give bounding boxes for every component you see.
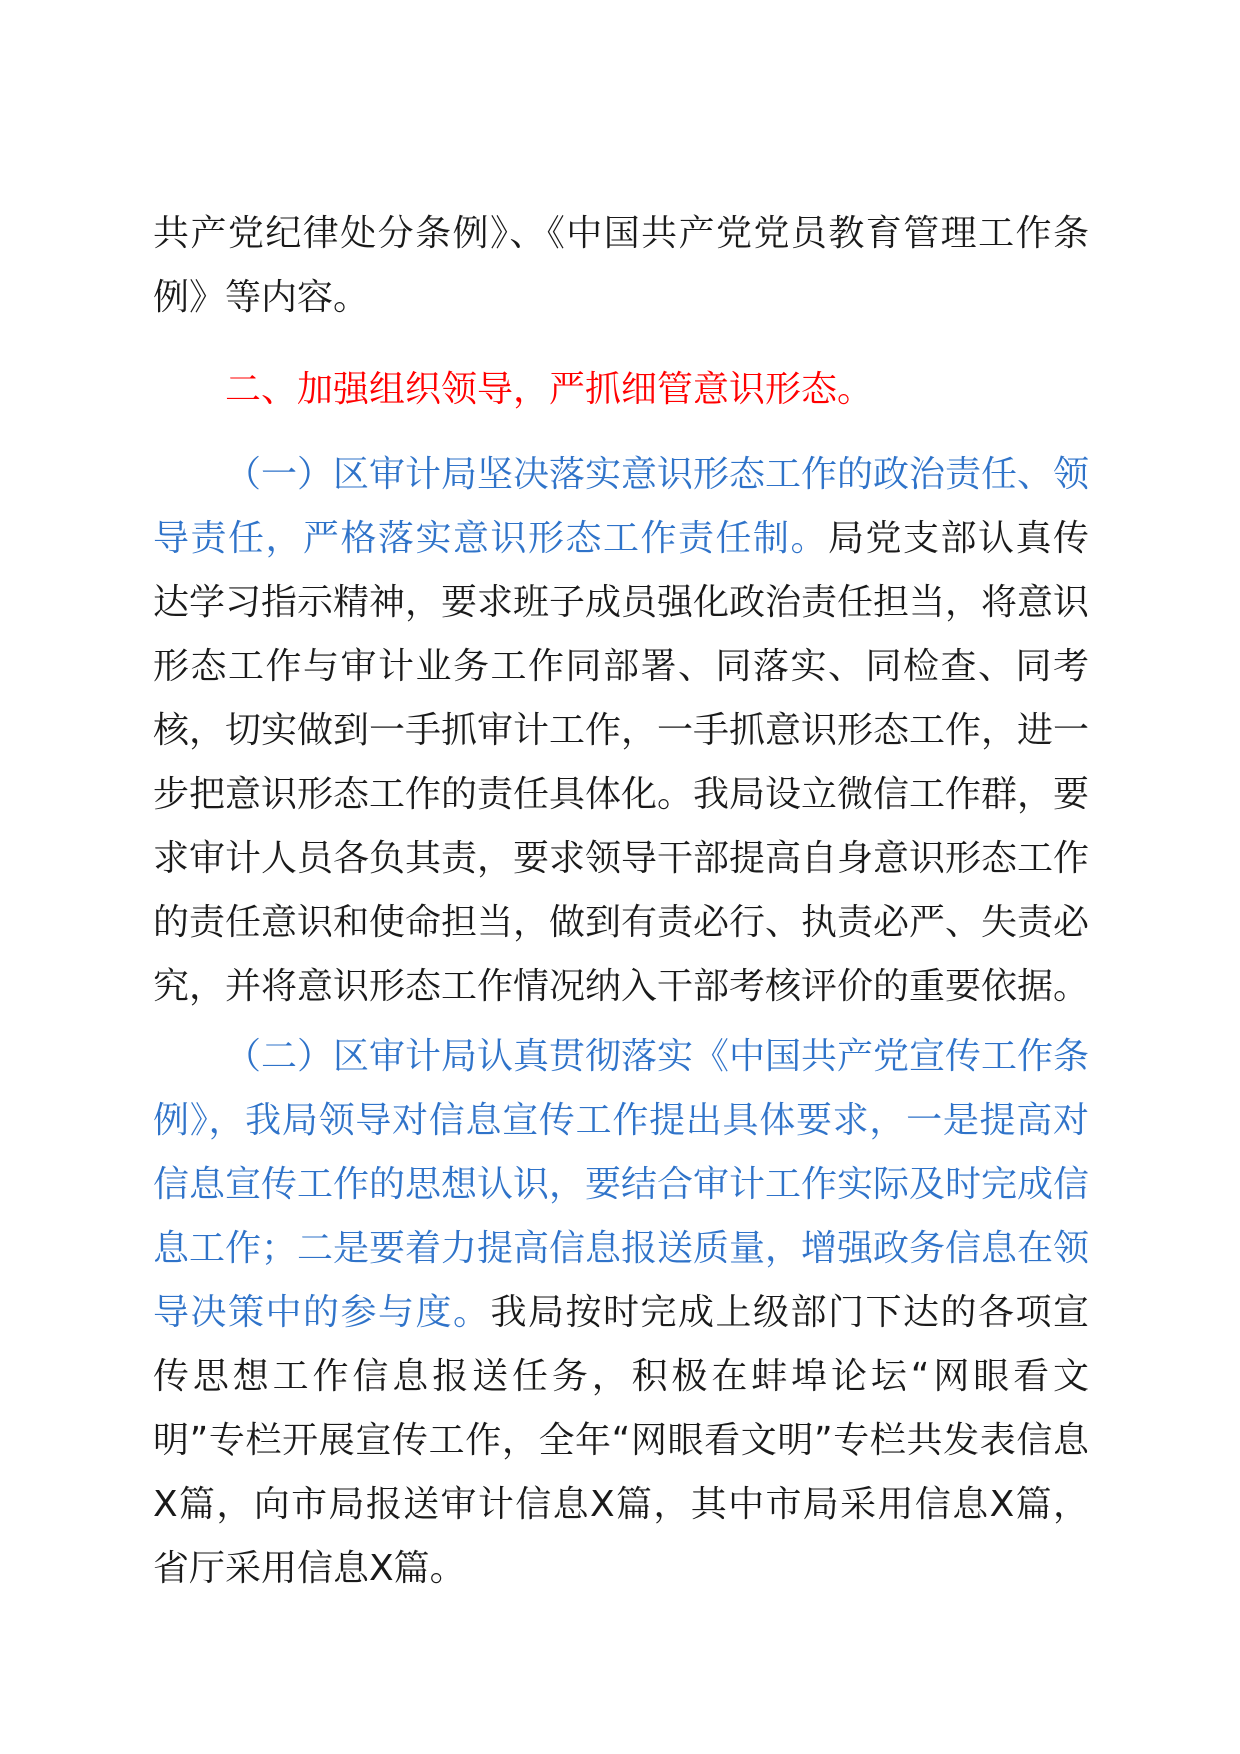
subsection-2-emphasis: （二）区审计局认真贯彻落实《中国共产党宣传工作条例》，我局领导对信息宣传工作提出具体要求，一是提高对信息宣传工作的思想认识，要结合审计工作实际及时完成信息工作；二是要着力提高信息报送质量，增强政务信息在领导决策中的参与度。 (153, 1036, 1090, 1333)
subsection-1-body: 局党支部认真传达学习指示精神，要求班子成员强化政治责任担当，将意识形态工作与审计业务工作同部署、同落实、同检查、同考核，切实做到一手抓审计工作，一手抓意识形态工作，进一步把意识形态工作的责任具体化。我局设立微信工作群，要求审计人员各负其责，要求领导干部提高自身意识形态工作的责任意识和使命担当，做到有责必行、执责必严、失责必究，并将意识形态工作情况纳入干部考核评价的重要依据。 (153, 518, 1090, 1007)
section-heading (153, 358, 1089, 422)
subsection-1-emphasis: （一）区审计局坚决落实意识形态工作的政治责任、领导责任，严格落实意识形态工作责任制。 (153, 454, 1090, 559)
subsection-2-body: 我局按时完成上级部门下达的各项宣传思想工作信息报送任务，积极在蚌埠论坛“网眼看文明”专栏开展宣传工作，全年“网眼看文明”专栏共发表信息X篇，向市局报送审计信息X篇，其中市局采用信息X篇，省厅采用信息X篇。 (153, 1292, 1089, 1589)
document-page (153, 202, 1089, 1601)
continuation-text: 共产党纪律处分条例》、《中国共产党党员教育管理工作条例》等内容。 (153, 213, 1089, 318)
section-heading-text: 二、加强组织领导，严抓细管意识形态。 (225, 369, 874, 410)
paragraph-subsection-1 (153, 443, 1089, 1019)
paragraph-subsection-2 (153, 1025, 1089, 1601)
paragraph-continuation (153, 202, 1089, 330)
